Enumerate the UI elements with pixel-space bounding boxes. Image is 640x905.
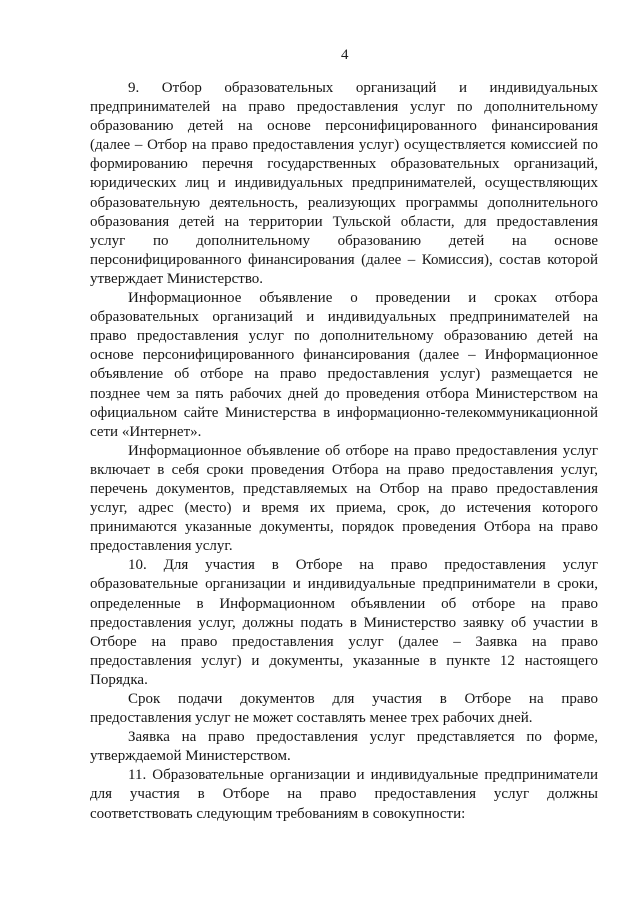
- paragraph-submission-deadline: [90, 690, 598, 728]
- text-line: Порядка.: [90, 671, 148, 688]
- text-line: определенные в Информационном объявлении об отборе на право: [90, 595, 598, 612]
- text-line: Заявка на право предоставления услуг представляется по форме,: [128, 729, 598, 746]
- text-line: персонифицированного финансирования (далее – Комиссия), состав которой: [90, 251, 598, 268]
- text-line: предоставления услуг не может составлять менее трех рабочих дней.: [90, 710, 533, 727]
- text-line: соответствовать следующим требованиям в совокупности:: [90, 805, 466, 822]
- text-line: для участия в Отборе на право предоставления услуг должны: [90, 786, 598, 803]
- text-line: предоставления услуг) и документы, указанные в пункте 12 настоящего: [90, 652, 598, 669]
- text-line: 9. Отбор образовательных организаций и индивидуальных: [128, 80, 598, 96]
- text-line: объявление об отборе на право предоставления услуг) размещается не: [90, 366, 598, 383]
- text-line: образовательных организаций и индивидуальных предпринимателей на: [90, 309, 598, 326]
- text-line: Информационное объявление о проведении и сроках отбора: [128, 290, 598, 307]
- text-line: Информационное объявление об отборе на право предоставления услуг: [128, 442, 598, 459]
- text-line: образованию детей на основе персонифицированного финансирования: [90, 118, 598, 135]
- text-line: сети «Интернет».: [90, 423, 202, 440]
- text-line: образовательные организации и индивидуальные предприниматели в сроки,: [90, 576, 598, 593]
- text-line: образовательную деятельность, реализующих программы дополнительного: [90, 194, 598, 211]
- paragraph-10-participation: [90, 556, 598, 690]
- text-line: 10. Для участия в Отборе на право предоставления услуг: [128, 557, 598, 574]
- text-line: (далее – Отбор на право предоставления услуг) осуществляется комиссией по: [90, 137, 598, 154]
- paragraph-11-requirements: [90, 766, 598, 823]
- text-line: предпринимателей на право предоставления услуг по дополнительному: [90, 99, 598, 116]
- text-line: 11. Образовательные организации и индивидуальные предприниматели: [128, 767, 598, 784]
- text-line: принимаются указанные документы, порядок проведения Отбора на право: [90, 519, 598, 536]
- text-line: перечень документов, представляемых на Отбор на право предоставления: [90, 480, 598, 497]
- text-line: позднее чем за пять рабочих дней до проведения отбора Министерством на: [90, 385, 598, 402]
- text-line: Отборе на право предоставления услуг (далее – Заявка на право: [90, 633, 598, 650]
- text-line: предоставления услуг.: [90, 538, 233, 555]
- text-line: предоставления услуг, должны подать в Министерство заявку об участии в: [90, 614, 598, 631]
- text-line: официальном сайте Министерства в информационно-телекоммуникационной: [90, 404, 598, 421]
- text-line: юридических лиц и индивидуальных предпринимателей, осуществляющих: [90, 175, 598, 192]
- text-line: услуг по дополнительному образованию детей на основе: [90, 232, 598, 249]
- document-body: [90, 79, 598, 824]
- text-line: Срок подачи документов для участия в Отборе на право: [128, 691, 598, 707]
- page-number: 4: [341, 47, 349, 63]
- text-line: включает в себя сроки проведения Отбора на право предоставления услуг,: [90, 461, 598, 478]
- paragraph-9-selection-commission: [90, 79, 598, 289]
- text-line: формированию перечня государственных образовательных организаций,: [90, 156, 598, 173]
- text-line: утверждаемой Министерством.: [90, 748, 291, 765]
- paragraph-information-announcement: [90, 289, 598, 442]
- text-line: основе персонифицированного финансирования (далее – Информационное: [90, 347, 598, 364]
- text-line: право предоставления услуг по дополнительному образованию детей на: [90, 328, 598, 345]
- text-line: образования детей на территории Тульской области, для предоставления: [90, 213, 598, 230]
- text-line: утверждает Министерство.: [90, 270, 264, 287]
- paragraph-announcement-contents: [90, 442, 598, 557]
- text-line: услуг, адрес (место) и время их приема, срок, до истечения которого: [90, 500, 598, 517]
- paragraph-application-form: [90, 728, 598, 766]
